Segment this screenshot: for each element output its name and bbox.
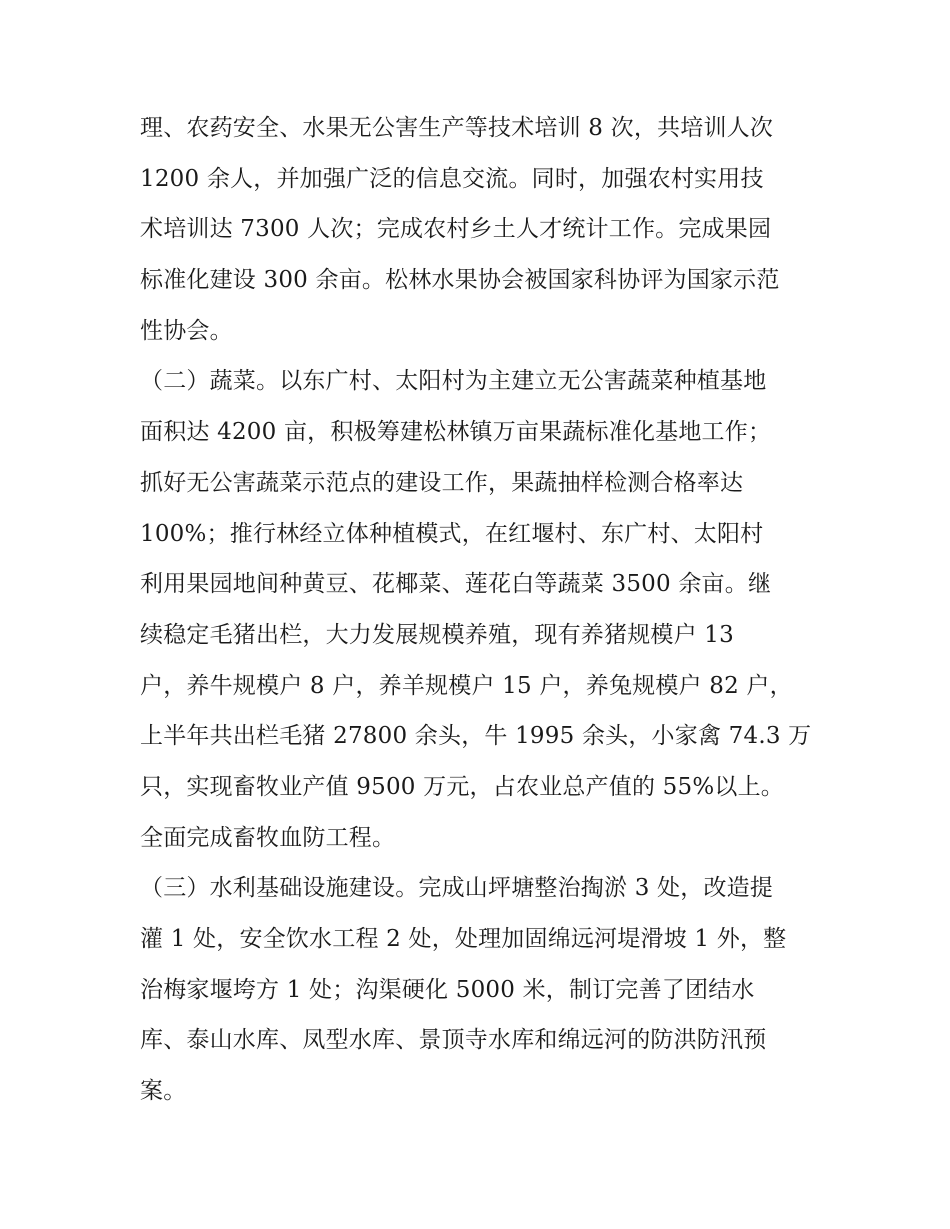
text-line: 库、泰山水库、凤型水库、景顶寺水库和绵远河的防洪防汛预 — [140, 1027, 767, 1054]
text-line: （二）蔬菜。以东广村、太阳村为主建立无公害蔬菜种植基地 — [140, 368, 767, 395]
text-line: 续稳定毛猪出栏，大力发展规模养殖，现有养猪规模户 13 — [140, 621, 734, 648]
text-line: 户，养牛规模户 8 户，养羊规模户 15 户，养兔规模户 82 户， — [140, 672, 793, 699]
text-line: 1200 余人，并加强广泛的信息交流。同时，加强农村实用技 — [140, 165, 764, 192]
text-line: 标准化建设 300 余亩。松林水果协会被国家科协评为国家示范 — [140, 267, 780, 294]
text-line: 上半年共出栏毛猪 27800 余头，牛 1995 余头，小家禽 74.3 万 — [140, 723, 812, 750]
document-body — [140, 103, 820, 1117]
text-line: 理、农药安全、水果无公害生产等技术培训 8 次，共培训人次 — [140, 115, 774, 141]
text-line: 性协会。 — [140, 317, 233, 344]
text-line: 只，实现畜牧业产值 9500 万元，占农业总产值的 55%以上。 — [140, 773, 784, 800]
text-line: 抓好无公害蔬菜示范点的建设工作，果蔬抽样检测合格率达 — [140, 469, 744, 496]
text-line: 案。 — [140, 1078, 187, 1105]
text-line: 面积达 4200 亩，积极筹建松林镇万亩果蔬标准化基地工作； — [140, 419, 772, 446]
text-line: （三）水利基础设施建设。完成山坪塘整治掏淤 3 处，改造提 — [140, 875, 774, 902]
text-line: 100%；推行林经立体种植模式，在红堰村、东广村、太阳村 — [140, 520, 764, 547]
text-line: 治梅家堰垮方 1 处；沟渠硬化 5000 米，制订完善了团结水 — [140, 976, 755, 1003]
text-line: 利用果园地间种黄豆、花椰菜、莲花白等蔬菜 3500 余亩。继 — [140, 571, 772, 598]
text-line: 灌 1 处，安全饮水工程 2 处，处理加固绵远河堤滑坡 1 外，整 — [140, 926, 787, 952]
text-line: 全面完成畜牧血防工程。 — [140, 824, 396, 851]
text-line: 术培训达 7300 人次；完成农村乡土人才统计工作。完成果园 — [140, 216, 772, 243]
